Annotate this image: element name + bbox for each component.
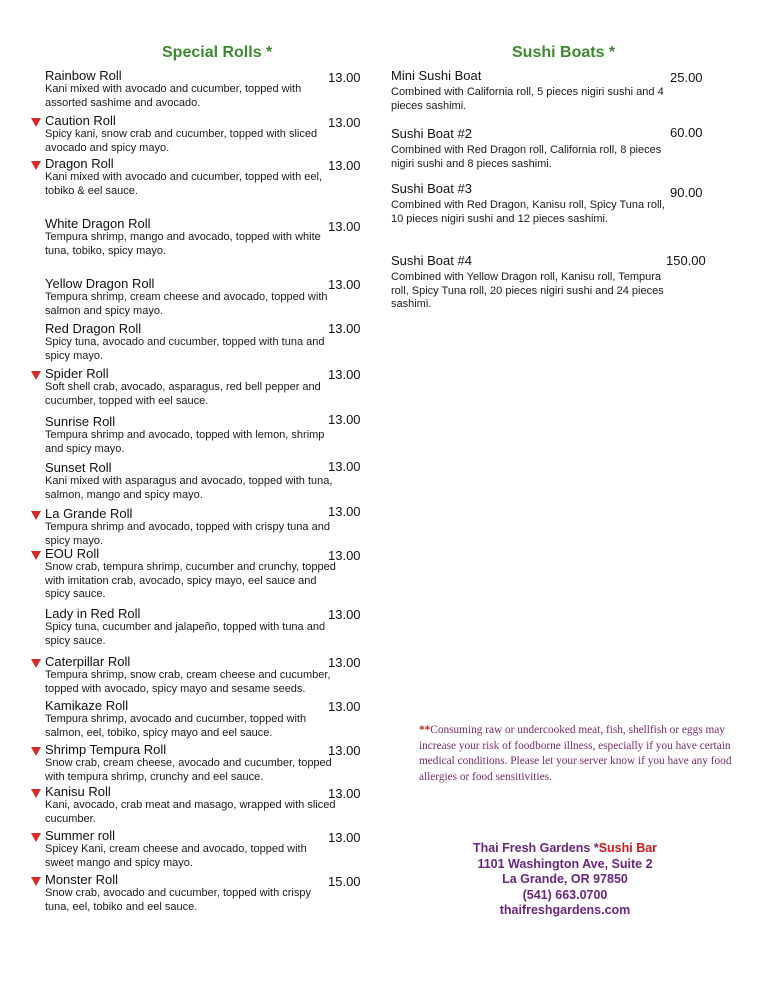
roll-price: 13.00 <box>328 830 361 845</box>
roll-price: 13.00 <box>328 786 361 801</box>
spicy-marker-icon <box>31 659 41 668</box>
roll-description: Kani mixed with avocado and cucumber, topped with assorted sashime and avocado. <box>45 83 302 109</box>
roll-name: Red Dragon Roll <box>45 321 142 336</box>
spicy-marker-icon <box>31 877 41 886</box>
sushi-boat-price: 25.00 <box>670 70 703 85</box>
sushi-boat-item <box>391 181 669 226</box>
sushi-boat-item <box>391 68 669 113</box>
spicy-marker-icon <box>31 511 41 520</box>
roll-name: EOU Roll <box>45 546 100 561</box>
roll-price: 13.00 <box>328 607 361 622</box>
website: thaifreshgardens.com <box>499 903 631 917</box>
roll-price: 13.00 <box>328 459 361 474</box>
sushi-boat-name: Sushi Boat #3 <box>391 181 472 196</box>
roll-item <box>45 654 337 696</box>
roll-item <box>45 366 337 408</box>
roll-description: Soft shell crab, avocado, asparagus, red bell pepper and cucumber, topped with eel sauce. <box>45 381 321 407</box>
roll-description: Tempura shrimp, mango and avocado, topped with white tuna, tobiko, spicy mayo. <box>45 231 321 257</box>
roll-price: 15.00 <box>328 874 361 889</box>
roll-item <box>45 606 337 648</box>
restaurant-name <box>440 841 690 857</box>
roll-description: Spicy tuna, cucumber and jalapeño, topped with tuna and spicy sauce. <box>45 621 326 647</box>
spicy-marker-icon <box>31 118 41 127</box>
restaurant-info <box>440 841 690 919</box>
roll-name: Shrimp Tempura Roll <box>45 742 167 757</box>
sushi-boat-price: 150.00 <box>666 253 706 268</box>
roll-item <box>45 872 337 914</box>
roll-description: Spicy tuna, avocado and cucumber, topped with tuna and spicy mayo. <box>45 336 325 362</box>
roll-description: Snow crab, tempura shrimp, cucumber and crunchy, topped with imitation crab, avocado, spicy mayo, eel sauce and spicy sauce. <box>45 561 336 601</box>
special-rolls-heading: Special Rolls * <box>162 44 273 61</box>
roll-price: 13.00 <box>328 548 361 563</box>
roll-name: Sunrise Roll <box>45 414 116 429</box>
roll-price: 13.00 <box>328 412 361 427</box>
roll-item <box>45 698 337 740</box>
spicy-marker-icon <box>31 833 41 842</box>
sushi-boat-price: 60.00 <box>670 125 703 140</box>
spicy-marker-icon <box>31 789 41 798</box>
roll-price: 13.00 <box>328 743 361 758</box>
sushi-boats-heading: Sushi Boats * <box>512 44 616 61</box>
address-line-2: La Grande, OR 97850 <box>502 872 628 886</box>
roll-item <box>45 216 337 258</box>
roll-item <box>45 828 337 870</box>
roll-price: 13.00 <box>328 321 361 336</box>
roll-name: Dragon Roll <box>45 156 114 171</box>
phone-number: (541) 663.0700 <box>522 887 608 902</box>
restaurant-name-sushi-bar: Sushi Bar <box>598 841 658 855</box>
sushi-boat-name: Mini Sushi Boat <box>391 68 482 83</box>
advisory-text: Consuming raw or undercooked meat, fish, shellfish or eggs may increase your risk of foodborne illness, especially if you have certain medical conditions. Please let your server know if you have any food allergies or food sensitivities. <box>419 724 732 783</box>
roll-name: Sunset Roll <box>45 460 112 475</box>
sushi-boat-name: Sushi Boat #2 <box>391 126 472 141</box>
roll-item <box>45 784 337 826</box>
spicy-marker-icon <box>31 161 41 170</box>
roll-name: Caution Roll <box>45 113 116 128</box>
address-line-1: 1101 Washington Ave, Suite 2 <box>477 856 653 871</box>
roll-price: 13.00 <box>328 277 361 292</box>
advisory-asterisks: ** <box>419 724 431 736</box>
roll-item <box>45 506 337 548</box>
roll-name: Summer roll <box>45 828 116 843</box>
spicy-marker-icon <box>31 747 41 756</box>
roll-name: Rainbow Roll <box>45 68 122 83</box>
roll-name: Monster Roll <box>45 872 118 887</box>
roll-description: Tempura shrimp, avocado and cucumber, topped with salmon, eel, tobiko, spicy mayo and eel sauce. <box>45 713 307 739</box>
roll-description: Tempura shrimp, snow crab, cream cheese and cucumber, topped with avocado, spicy mayo and sesame seeds. <box>45 669 331 695</box>
roll-name: Spider Roll <box>45 366 109 381</box>
roll-item <box>45 546 337 602</box>
roll-item <box>45 156 337 198</box>
roll-name: Kanisu Roll <box>45 784 111 799</box>
sushi-boat-price: 90.00 <box>670 185 703 200</box>
roll-name: Kamikaze Roll <box>45 698 129 713</box>
spicy-marker-icon <box>31 551 41 560</box>
roll-name: Caterpillar Roll <box>45 654 131 669</box>
roll-description: Spicey Kani, cream cheese and avocado, topped with sweet mango and spicy mayo. <box>45 843 307 869</box>
roll-price: 13.00 <box>328 367 361 382</box>
roll-description: Tempura shrimp and avocado, topped with lemon, shrimp and spicy mayo. <box>45 429 325 455</box>
roll-item <box>45 68 337 110</box>
sushi-boat-description: Combined with California roll, 5 pieces nigiri sushi and 4 pieces sashimi. <box>391 86 664 112</box>
roll-price: 13.00 <box>328 115 361 130</box>
roll-item <box>45 414 337 456</box>
roll-item <box>45 113 337 155</box>
roll-item <box>45 321 337 363</box>
roll-name: Lady in Red Roll <box>45 606 141 621</box>
roll-item <box>45 742 337 784</box>
restaurant-name-main: Thai Fresh Gardens * <box>472 841 599 855</box>
roll-price: 13.00 <box>328 504 361 519</box>
roll-item <box>45 276 337 318</box>
sushi-boat-item <box>391 253 669 312</box>
roll-name: La Grande Roll <box>45 506 133 521</box>
roll-price: 13.00 <box>328 158 361 173</box>
roll-description: Spicy kani, snow crab and cucumber, topped with sliced avocado and spicy mayo. <box>45 128 318 154</box>
sushi-boat-name: Sushi Boat #4 <box>391 253 472 268</box>
roll-description: Tempura shrimp, cream cheese and avocado, topped with salmon and spicy mayo. <box>45 291 328 317</box>
food-safety-advisory <box>419 723 739 785</box>
roll-name: White Dragon Roll <box>45 216 151 231</box>
roll-description: Kani mixed with avocado and cucumber, topped with eel, tobiko & eel sauce. <box>45 171 322 197</box>
roll-name: Yellow Dragon Roll <box>45 276 155 291</box>
spicy-marker-icon <box>31 371 41 380</box>
roll-item <box>45 460 337 502</box>
roll-description: Kani mixed with asparagus and avocado, topped with tuna, salmon, mango and spicy mayo. <box>45 475 333 501</box>
sushi-boat-item <box>391 126 669 171</box>
sushi-boat-description: Combined with Yellow Dragon roll, Kanisu roll, Tempura roll, Spicy Tuna roll, 20 pieces nigiri sushi and 24 pieces sashimi. <box>391 271 664 311</box>
roll-description: Tempura shrimp and avocado, topped with crispy tuna and spicy mayo. <box>45 521 330 547</box>
roll-price: 13.00 <box>328 219 361 234</box>
sushi-boat-description: Combined with Red Dragon, Kanisu roll, Spicy Tuna roll, 10 pieces nigiri sushi and 12 pieces sashimi. <box>391 199 665 225</box>
roll-description: Snow crab, cream cheese, avocado and cucumber, topped with tempura shrimp, crunchy and eel sauce. <box>45 757 332 783</box>
roll-price: 13.00 <box>328 655 361 670</box>
roll-price: 13.00 <box>328 70 361 85</box>
roll-price: 13.00 <box>328 699 361 714</box>
roll-description: Snow crab, avocado and cucumber, topped with crispy tuna, eel, tobiko and eel sauce. <box>45 887 311 913</box>
roll-description: Kani, avocado, crab meat and masago, wrapped with sliced cucumber. <box>45 799 336 825</box>
sushi-boat-description: Combined with Red Dragon roll, California roll, 8 pieces nigiri sushi and 8 pieces sashimi. <box>391 144 662 170</box>
